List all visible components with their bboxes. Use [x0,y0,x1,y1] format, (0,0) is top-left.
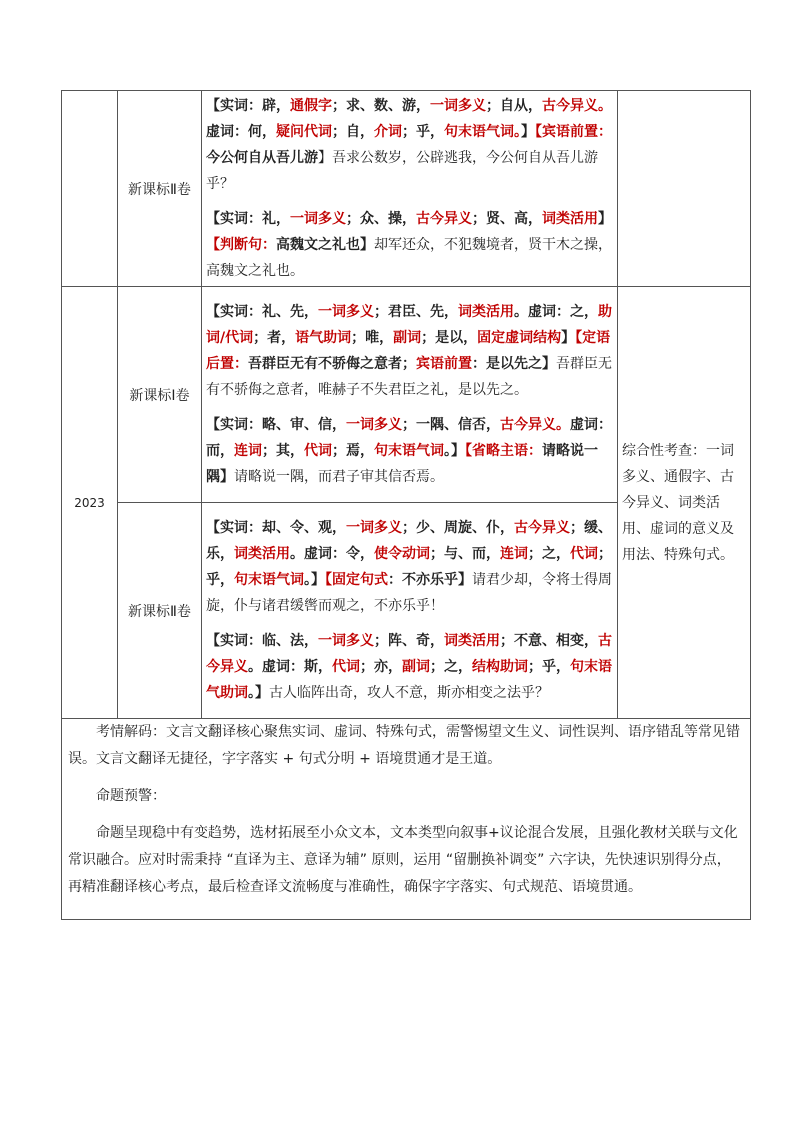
text-segment: ；与、而， [430,546,500,562]
text-segment: 辟， [262,98,290,114]
text-segment: 高魏文之礼也 [276,237,360,253]
highlight-term: 一词多义 [346,520,402,536]
text-segment: 【实词：礼、先， [206,304,318,320]
translation-detail-cell [202,287,618,503]
highlight-term: 宾语前置 [416,356,472,372]
highlight-term: 一词多义 [318,304,374,320]
table-row [62,91,751,287]
highlight-term: 一词多义 [290,211,346,227]
text-segment: 【实词：略、审、信， [206,417,346,433]
text-segment: ；自从， [486,98,542,114]
text-segment: ；乎， [528,659,570,675]
text-segment: 【实词： [206,98,262,114]
highlight-term: 助词/代词 [206,304,612,346]
text-segment: 却军还众，不犯魏境者，贤干木之操，高魏文之礼也。 [206,237,612,279]
highlight-term: 代词 [332,659,360,675]
text-segment: 古人临阵出奇，攻人不意，斯亦相变之法乎？ [269,685,549,701]
text-segment: ；唯， [351,330,394,346]
highlight-term: 【定语后置： [206,330,611,372]
text-segment: ；其， [262,443,304,459]
text-segment: 】 [561,330,576,346]
text-segment: 】 [220,469,234,485]
text-segment: ； [402,356,416,372]
highlight-term: 连词 [500,546,528,562]
highlight-term: 介词 [374,124,402,140]
detail-paragraph [206,93,613,197]
text-segment: ；君臣、先， [374,304,458,320]
highlight-term: 古今异义 [514,520,570,536]
text-segment: ；亦， [360,659,402,675]
highlight-term: 古今异义 [206,633,612,675]
highlight-term: 通假字 [290,98,332,114]
highlight-term: 副词 [402,659,430,675]
text-segment: ；乎， [402,124,444,140]
highlight-term: 古今异义 [416,211,472,227]
text-segment: 吾群臣无有不骄侮之意者 [248,356,402,372]
highlight-term: 代词 [570,546,598,562]
text-segment: ；众、操， [346,211,416,227]
highlight-term: 句末语气词。 [444,124,521,140]
text-segment: 。】 [444,443,465,459]
summary-cell [62,719,751,920]
interpretation-text: 考情解码：文言文翻译核心聚焦实词、虚词、特殊句式，需警惕望文生义、词性误判、语序错乱等常见错误。文言文翻译无捷径，字字落实 + 句式分明 + 语境贯通才是王道。 [68,724,740,767]
highlight-term: 古今异义。 [500,417,570,433]
translation-detail-cell [202,503,618,719]
text-segment: ；一隅、信否， [402,417,500,433]
highlight-term: 词类活用 [234,546,290,562]
text-segment: 。】 [304,572,325,588]
text-segment: 吾群臣无有不骄侮之意者，唯赫子不失君臣之礼，是以先之。 [206,356,612,398]
highlight-term: 代词 [304,443,332,459]
highlight-term: 【判断句： [206,237,276,253]
highlight-term: 【宾语前置： [535,124,612,140]
highlight-term: 一词多义 [430,98,486,114]
highlight-term: 句末语气助词 [206,659,612,701]
text-segment: 】吾求公数岁，公辟逃我，今公何自从吾儿游乎？ [206,150,598,192]
text-segment: 虚词：何， [206,124,276,140]
highlight-term: 一词多义 [346,417,402,433]
text-segment: 【实词：临、法， [206,633,318,649]
text-segment: ；焉， [332,443,374,459]
text-segment: 虚词：而， [206,417,612,459]
text-segment: 。虚词：斯， [248,659,332,675]
highlight-term: 古今异义。 [542,98,612,114]
highlight-term: 句末语气词 [234,572,304,588]
highlight-term: 固定虚词结构 [477,330,562,346]
detail-paragraph [206,206,613,284]
highlight-term: 【省略主语： [465,443,542,459]
text-segment: ；不意、相变， [500,633,598,649]
text-segment: ；求、数、游， [332,98,430,114]
highlight-term: 词类活用 [458,304,514,320]
highlight-term: 疑问代词 [276,124,332,140]
text-segment: ；乎， [206,546,612,588]
highlight-term: 【固定句式 [325,572,388,588]
detail-paragraph [206,412,613,490]
highlight-term: 连词 [234,443,262,459]
exam-analysis-table [61,90,751,920]
text-segment: ；自， [332,124,374,140]
text-segment: 请略说一隅，而君子审其信否焉。 [234,469,444,485]
text-segment: 请略说一隅 [206,443,598,485]
text-segment: 【实词：礼， [206,211,290,227]
text-segment: 今公何自从吾儿游 [206,150,318,166]
year-cell [62,91,118,287]
text-segment: 】 [598,211,612,227]
text-segment: 请君少却，令将士得周旋，仆与诸君缓辔而观之，不亦乐乎！ [206,572,612,614]
text-segment: ；少、周旋、仆， [402,520,514,536]
text-segment: ；缓、乐， [206,520,612,562]
highlight-term: 一词多义 [318,633,374,649]
table-row [62,719,751,920]
highlight-term: 句末语气词 [374,443,444,459]
warning-text: 命题呈现稳中有变趋势，选材拓展至小众文本，文本类型向叙事+议论混合发展，且强化教材关联与文化常识融合。应对时需秉持 “直译为主、意译为辅” 原则，运用 “留删换补调变” 六字诀，先快速识别得分点，再精准翻译核心考点，最后检查译文流畅度与准确性，确保字字落实、句式规范、语境贯通。 [68,825,738,895]
highlight-term: 语气助词 [295,330,352,346]
text-segment: 】 [521,124,535,140]
highlight-term: 结构助词 [472,659,528,675]
text-segment: 。虚词：之， [514,304,598,320]
table-row [62,287,751,503]
highlight-term: 使令动词 [374,546,430,562]
text-segment: ；者， [253,330,296,346]
text-segment: 。】 [248,685,269,701]
detail-paragraph [206,299,613,403]
text-segment: ：是以先之】 [472,356,556,372]
text-segment: 【实词：却、令、观， [206,520,346,536]
text-segment: 】 [360,237,374,253]
text-segment: ：不亦乐乎】 [388,572,472,588]
exam-name-cell: 新课标Ⅱ卷 [118,503,202,719]
highlight-term: 词类活用 [542,211,598,227]
year-cell: 2023 [62,287,118,719]
text-segment: ；之， [430,659,472,675]
exam-name-cell: 新课标Ⅰ卷 [118,287,202,503]
text-segment: ；阵、奇， [374,633,444,649]
highlight-term: 词类活用 [444,633,500,649]
text-segment: ；之， [528,546,570,562]
warning-title: 命题预警： [96,788,166,804]
detail-paragraph [206,628,613,706]
text-segment: ；是以， [421,330,478,346]
text-segment: ；贤、高， [472,211,542,227]
exam-name-cell: 新课标Ⅱ卷 [118,91,202,287]
highlight-term: 副词 [393,330,422,346]
translation-detail-cell [202,91,618,287]
note-cell: 综合性考查：一词多义、通假字、古今异义、词类活用、虚词的意义及用法、特殊句式。 [618,287,751,719]
note-cell [618,91,751,287]
text-segment: 。虚词：令， [290,546,374,562]
detail-paragraph [206,515,613,619]
